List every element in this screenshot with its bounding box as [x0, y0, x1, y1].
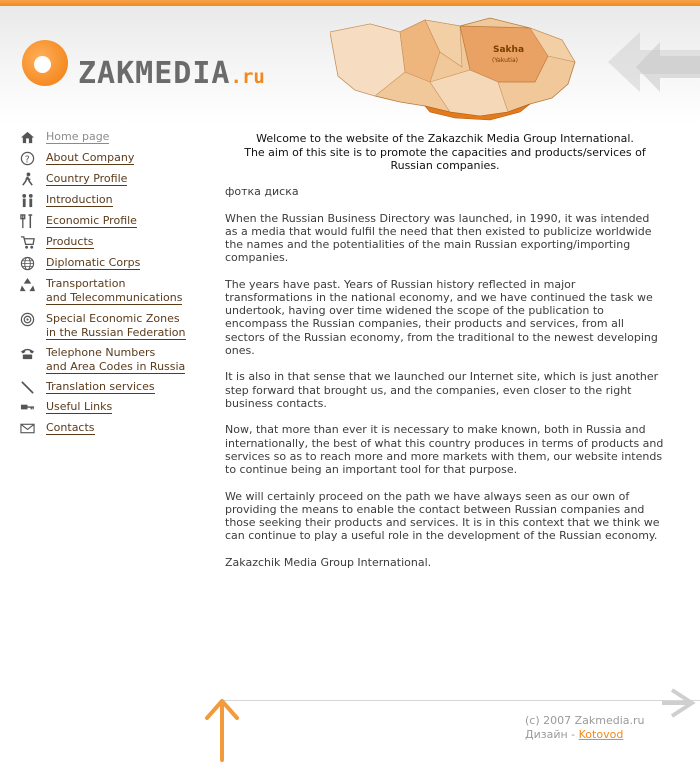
decorative-right-arrow-icon — [662, 686, 700, 720]
welcome-line-3: Russian companies. — [390, 159, 500, 172]
footer-divider — [222, 700, 700, 701]
envelope-icon — [20, 421, 36, 437]
nav-link-products[interactable]: Products — [46, 235, 94, 248]
target-icon — [20, 312, 36, 328]
welcome-line-2: The aim of this site is to promote the capacities and products/services of — [244, 145, 646, 159]
paragraph-2: The years have past. Years of Russian history reflected in major transformations in the national economy, and we have continued the task we undertook, having over time widened the scope of the publication to encompass the Russian companies, their products and services, from all sectors of the Russian economy, from the traditional to the newest developing ones. — [225, 277, 658, 357]
home-icon — [20, 130, 36, 146]
telephone-icon — [20, 346, 36, 362]
pen-icon — [20, 380, 36, 396]
welcome-line-1: Welcome to the website of the Zakazchik Media Group International. — [256, 132, 634, 145]
nav-link-telephone[interactable]: Telephone Numbers and Area Codes in Russia — [46, 346, 186, 373]
svg-text:?: ? — [24, 154, 30, 166]
paragraph-1: When the Russian Business Directory was launched, in 1990, it was intended as a media that would fulfil the need that then existed to publicize worldwide the names and the potentialities of the main Russian exporting/importing companies. — [225, 211, 652, 265]
question-icon — [20, 151, 36, 167]
paragraph-3: It is also in that sense that we launched our Internet site, which is just another step forward that brought us, and the companies, even closer to the right business contacts. — [225, 370, 659, 410]
decorative-arrows-icon — [600, 22, 700, 102]
nav-link-transportation[interactable]: Transportation and Telecommunications — [46, 277, 183, 304]
tools-icon — [20, 214, 36, 230]
paragraph-5: We will certainly proceed on the path we have always seen as our own of providing the means to enable the contact between Russian companies and those seeking their products and services. It is in this context that we think we can continue to play a useful role in the development of the Russian economy. — [225, 489, 660, 543]
scroll-to-top-icon[interactable] — [203, 698, 241, 762]
site-logo[interactable]: ZAKMEDIA.ru — [78, 56, 265, 91]
copyright-block — [525, 714, 645, 742]
key-icon — [20, 400, 36, 416]
people-icon — [20, 193, 36, 209]
nav-link-translation[interactable]: Translation services — [46, 380, 155, 393]
site-header — [0, 6, 700, 124]
logo-icon[interactable] — [22, 40, 68, 86]
nav-link-economic-zones[interactable]: Special Economic Zones in the Russian Federation — [46, 312, 186, 339]
recycle-icon — [20, 277, 36, 293]
main-content — [225, 185, 665, 582]
person-walking-icon — [20, 172, 36, 188]
signature: Zakazchik Media Group International. — [225, 555, 432, 569]
design-label: Дизайн - — [525, 728, 579, 741]
nav-link-introduction[interactable]: Introduction — [46, 193, 113, 206]
map-region-sublabel: (Yakutia) — [492, 57, 518, 64]
nav-link-country[interactable]: Country Profile — [46, 172, 128, 185]
map-region-label: Sakha — [493, 45, 525, 55]
image-caption: фотка диска — [225, 185, 299, 198]
paragraph-4: Now, that more than ever it is necessary to make known, both in Russia and internationally, the best of what this country produces in terms of products and services so as to reach more and more markets with them, our website intends to continue being an important tool for that purpose. — [225, 423, 664, 477]
nav-link-contacts[interactable]: Contacts — [46, 421, 95, 434]
designer-link[interactable]: Kotovod — [578, 728, 624, 741]
cart-icon — [20, 235, 36, 251]
nav-link-diplomatic[interactable]: Diplomatic Corps — [46, 256, 141, 269]
globe-icon — [20, 256, 36, 272]
russia-map-image — [330, 12, 580, 124]
welcome-message — [225, 132, 665, 173]
nav-link-about[interactable]: About Company — [46, 151, 135, 164]
design-credit — [525, 728, 645, 742]
nav-link-home[interactable]: Home page — [46, 130, 110, 143]
copyright-text: (c) 2007 Zakmedia.ru — [525, 714, 645, 727]
nav-link-links[interactable]: Useful Links — [46, 400, 113, 413]
nav-link-economic[interactable]: Economic Profile — [46, 214, 137, 227]
